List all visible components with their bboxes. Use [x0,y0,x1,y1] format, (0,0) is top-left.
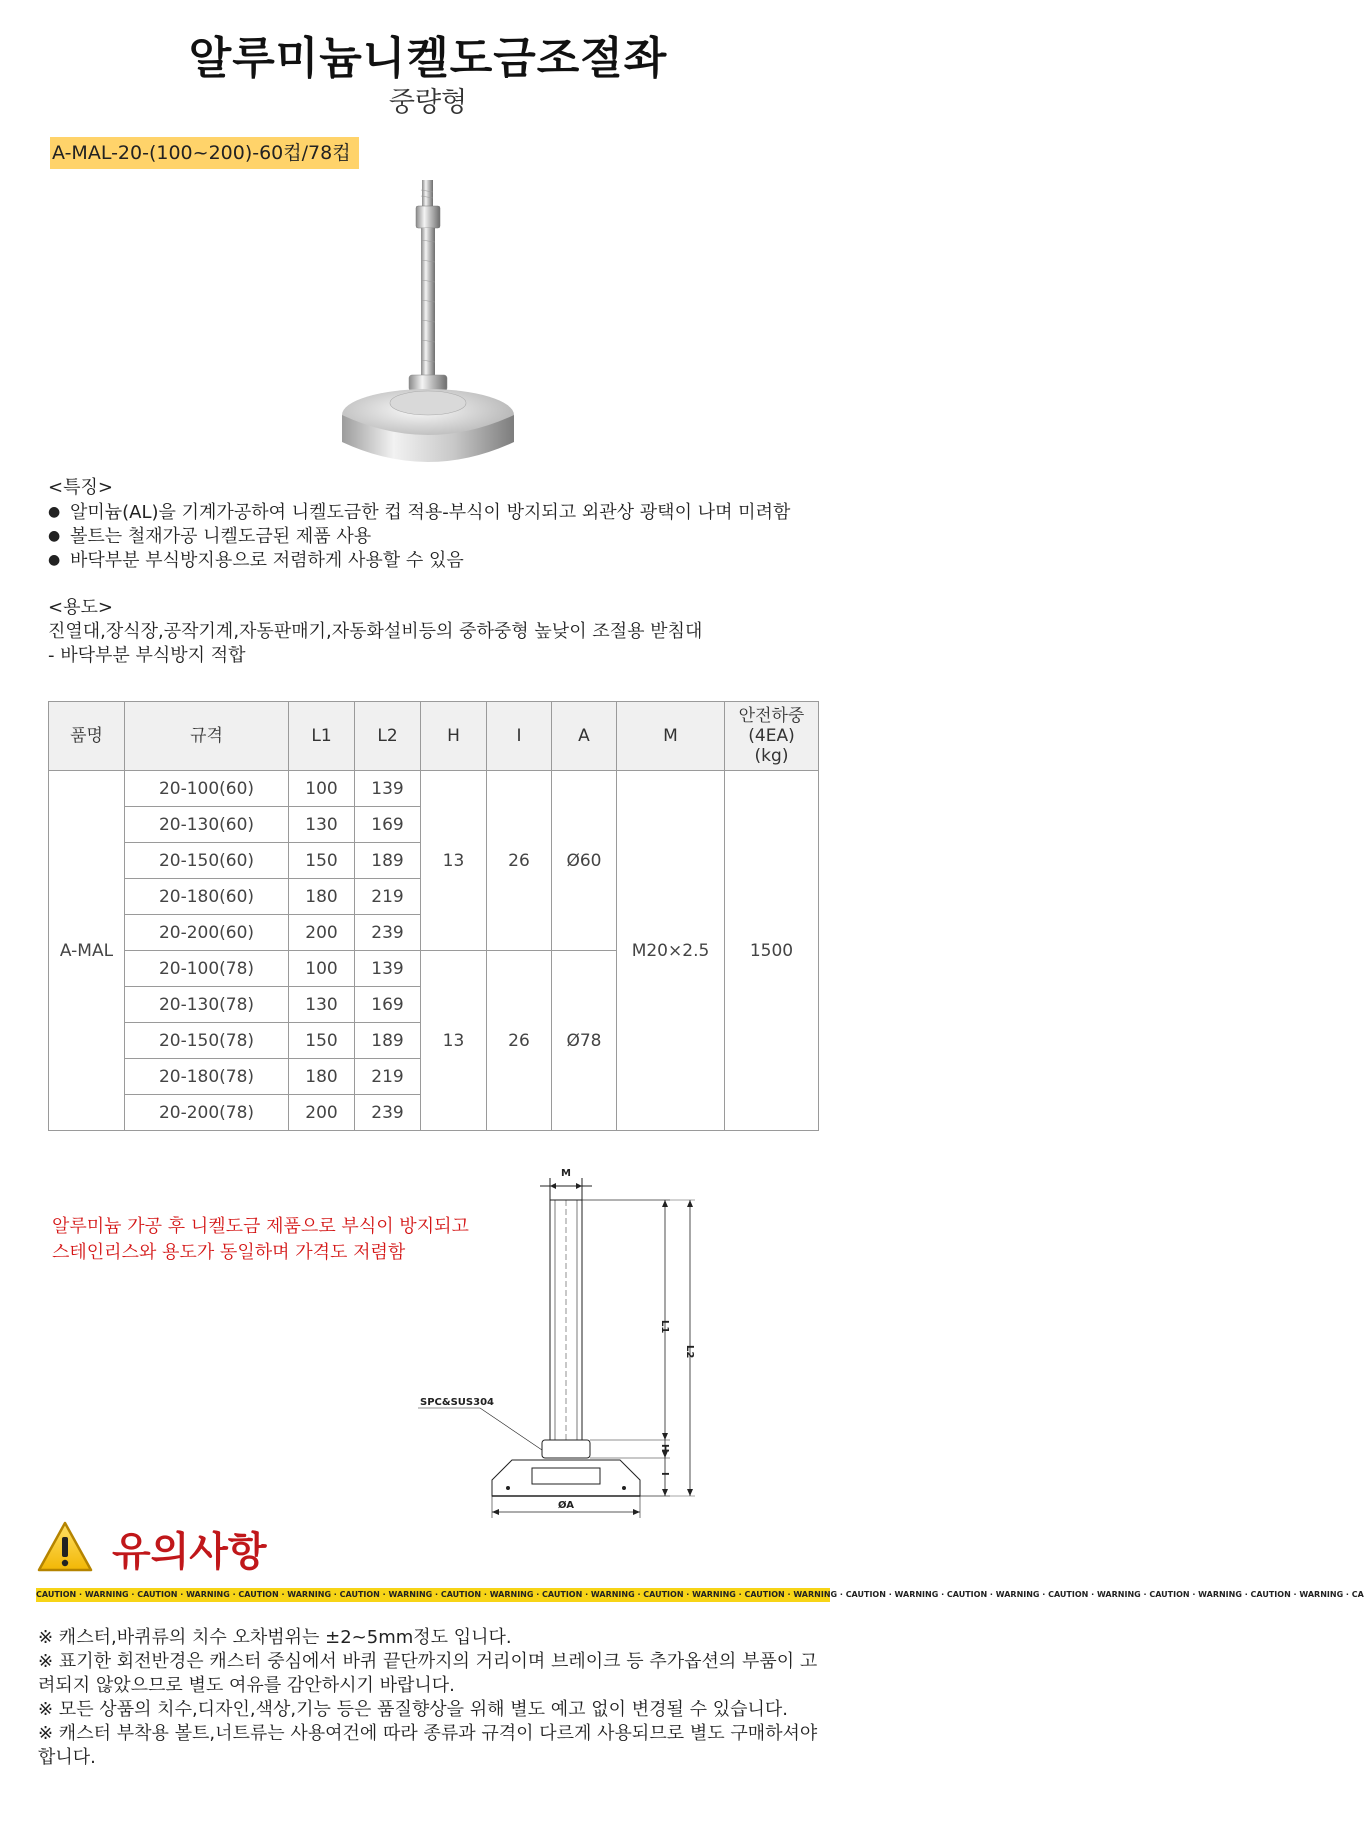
caution-title: 유의사항 [112,1529,267,1575]
dim-label-l2: L2 [684,1345,695,1359]
load-cell: 1500 [725,771,819,1131]
l2-cell: 219 [355,1059,421,1095]
l1-cell: 200 [289,915,355,951]
i-cell: 26 [487,951,552,1131]
l2-cell: 219 [355,879,421,915]
dim-label-h: H [659,1444,670,1453]
header-spec: 규격 [125,702,289,771]
dim-label-l1: L1 [659,1320,670,1334]
l2-cell: 189 [355,1023,421,1059]
spec-cell: 20-130(78) [125,987,289,1023]
caution-note: ※ 표기한 회전반경은 캐스터 중심에서 바퀴 끝단까지의 거리이며 브레이크 등 추가옵션의 부품이 고려되지 않았으므로 별도 여유를 감안하시기 바랍니다. [38,1651,818,1696]
table-row [49,771,819,807]
a-cell: Ø60 [552,771,617,951]
material-label: SPC&SUS304 [420,1397,494,1408]
h-cell: 13 [421,771,487,951]
l2-cell: 139 [355,771,421,807]
l2-cell: 169 [355,987,421,1023]
spec-cell: 20-200(78) [125,1095,289,1131]
dimension-diagram [400,1160,730,1520]
l2-cell: 239 [355,915,421,951]
spec-cell: 20-100(78) [125,951,289,987]
l2-cell: 139 [355,951,421,987]
spec-cell: 20-180(60) [125,879,289,915]
page-title: 알루미늄니켈도금조절좌 [188,33,668,84]
spec-cell: 20-150(78) [125,1023,289,1059]
page-subtitle: 중량형 [388,87,468,118]
l2-cell: 189 [355,843,421,879]
usage-description: 진열대,장식장,공작기계,자동판매기,자동화설비등의 중하중형 높낮이 조절용 받침대 [48,621,703,642]
caution-note: ※ 모든 상품의 치수,디자인,색상,기능 등은 품질향상을 위해 별도 예고 없이 변경될 수 있습니다. [38,1699,788,1720]
l1-cell: 100 [289,771,355,807]
features-heading: <특징> [48,477,113,498]
caution-note: ※ 캐스터,바퀴류의 치수 오차범위는 ±2~5mm정도 입니다. [38,1627,512,1648]
m-cell: M20×2.5 [617,771,725,1131]
red-note-line: 스테인리스와 용도가 동일하며 가격도 저렴함 [52,1242,406,1263]
l2-cell: 169 [355,807,421,843]
l1-cell: 130 [289,807,355,843]
spec-table [48,701,819,1131]
spec-cell: 20-200(60) [125,915,289,951]
spec-cell: 20-130(60) [125,807,289,843]
header-name: 품명 [49,702,125,771]
l1-cell: 100 [289,951,355,987]
header-m: M [617,702,725,771]
header-a: A [552,702,617,771]
l1-cell: 180 [289,879,355,915]
feature-item: ● 볼트는 철재가공 니켈도금된 제품 사용 [48,524,371,549]
spec-cell: 20-150(60) [125,843,289,879]
warning-triangle-icon [36,1520,94,1574]
dim-label-m: M [561,1168,571,1179]
spec-cell: 20-180(78) [125,1059,289,1095]
header-i: I [487,702,552,771]
dim-label-i: I [659,1472,670,1476]
l1-cell: 200 [289,1095,355,1131]
table-header-row [49,702,819,771]
l1-cell: 150 [289,843,355,879]
feature-item: ● 바닥부분 부식방지용으로 저렴하게 사용할 수 있음 [48,548,464,573]
product-name-cell: A-MAL [49,771,125,1131]
caution-note: ※ 캐스터 부착용 볼트,너트류는 사용여건에 따라 종류과 규격이 다르게 사용되므로 별도 구매하셔야 합니다. [38,1723,818,1768]
header-h: H [421,702,487,771]
product-photo [150,120,710,480]
h-cell: 13 [421,951,487,1131]
header-load: 안전하중 (4EA) (kg) [725,702,819,771]
l1-cell: 130 [289,987,355,1023]
i-cell: 26 [487,771,552,951]
l2-cell: 239 [355,1095,421,1131]
spec-cell: 20-100(60) [125,771,289,807]
feature-item: ● 알미늄(AL)을 기계가공하여 니켈도금한 컵 적용-부식이 방지되고 외관상 광택이 나며 미려함 [48,500,790,525]
l1-cell: 180 [289,1059,355,1095]
model-tag: A-MAL-20-(100~200)-60컵/78컵 [50,137,359,169]
header-l2: L2 [355,702,421,771]
l1-cell: 150 [289,1023,355,1059]
caution-stripe: CAUTION · WARNING · CAUTION · WARNING · CAUTION · WARNING · CAUTION · WARNING · CAUTION · WARNING · CAUTION · WARNING · CAUTION · WARNING · CAUTION · WARNING · CAUTION · WARNING · CAUTION · WARNING · CAUTION · WARNING · CAUTION · WARNING · CAUTION · WARNING · CA [36,1588,830,1602]
header-l1: L1 [289,702,355,771]
dim-label-a: ØA [557,1500,575,1511]
usage-heading: <용도> [48,597,113,618]
a-cell: Ø78 [552,951,617,1131]
usage-note: - 바닥부분 부식방지 적합 [48,645,246,666]
red-note-line: 알루미늄 가공 후 니켈도금 제품으로 부식이 방지되고 [52,1216,469,1237]
